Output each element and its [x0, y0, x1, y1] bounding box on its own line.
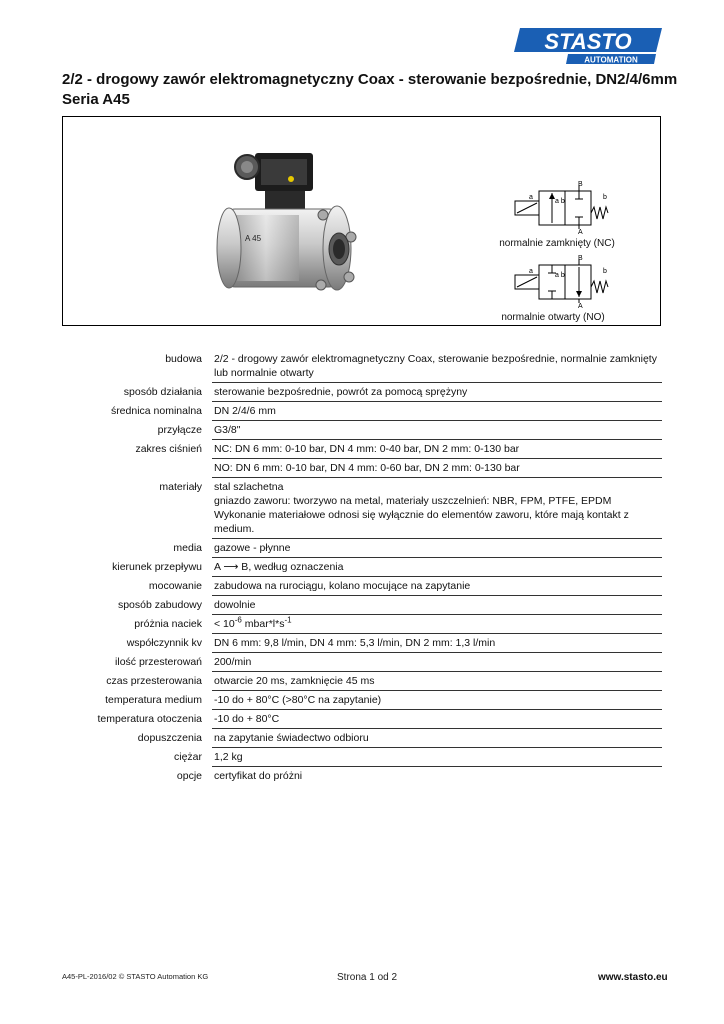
spec-value: 200/min [212, 653, 662, 672]
spec-value: 1,2 kg [212, 748, 662, 767]
spec-table [62, 350, 662, 785]
spec-row [62, 402, 662, 421]
nc-label-mid: a b [555, 198, 565, 205]
spec-label: przyłącze [157, 423, 202, 436]
spec-row [62, 478, 662, 539]
spec-row [62, 577, 662, 596]
no-label-mid: a b [555, 272, 565, 279]
spec-value: DN 2/4/6 mm [212, 402, 662, 421]
spec-value: G3/8" [212, 421, 662, 440]
spec-label: dopuszczenia [137, 731, 202, 744]
spec-value-line: stal szlachetna [214, 481, 284, 493]
spec-row [62, 710, 662, 729]
spec-value: zabudowa na rurociągu, kolano mocujące na zapytanie [212, 577, 662, 596]
page-title [62, 70, 682, 110]
spec-value: certyfikat do próżni [214, 770, 303, 782]
spec-value: sterowanie bezpośrednie, powrót za pomocą sprężyny [212, 383, 662, 402]
spec-label: budowa [165, 353, 202, 365]
spec-value-line: Wykonanie materiałowe odnosi się wyłącznie do elementów zaworu, które mają kontakt z medium. [214, 509, 629, 535]
spec-row [62, 383, 662, 402]
no-symbol [495, 253, 610, 309]
spec-label: materiały [159, 480, 202, 493]
spec-row [62, 558, 662, 577]
spec-row [62, 459, 662, 478]
spec-value-part: mbar*l*s [241, 618, 285, 630]
no-port-b: B [578, 255, 583, 262]
spec-row [62, 748, 662, 767]
spec-value-part: -6 [234, 615, 242, 625]
footer-doc-id: A45-PL-2016/02 © STASTO Automation KG [62, 972, 209, 981]
spec-label: media [173, 541, 202, 554]
nc-label-a: a [529, 194, 533, 201]
nc-caption: normalnie zamknięty (NC) [499, 238, 615, 249]
spec-value-part: < 10 [214, 618, 235, 630]
spec-value: -10 do + 80°C [212, 710, 662, 729]
spec-row [62, 653, 662, 672]
spec-value: 2/2 - drogowy zawór elektromagnetyczny Coax, sterowanie bezpośrednie, normalnie zamknięty lub normalnie otwarty [212, 350, 662, 383]
spec-value [212, 615, 662, 634]
spec-row [62, 767, 662, 786]
spec-row [62, 596, 662, 615]
spec-row [62, 729, 662, 748]
footer-page-number: Strona 1 od 2 [337, 972, 398, 983]
nc-symbol [495, 179, 610, 235]
spec-value: A ⟶ B, według oznaczenia [212, 558, 662, 577]
title-line-1: 2/2 - drogowy zawór elektromagnetyczny Coax - sterowanie bezpośrednie, DN2/4/6mm [62, 71, 678, 88]
spec-row [62, 350, 662, 383]
no-caption: normalnie otwarty (NO) [501, 312, 605, 323]
spec-value: gazowe - płynne [212, 539, 662, 558]
footer-website-link[interactable]: www.stasto.eu [598, 972, 668, 983]
valve-label: A 45 [245, 234, 262, 243]
spec-value [212, 478, 662, 539]
spec-row [62, 440, 662, 459]
spec-value: dowolnie [212, 596, 662, 615]
spec-label: mocowanie [148, 579, 202, 592]
spec-label: czas przesterowania [106, 674, 202, 687]
spec-label [62, 459, 212, 478]
no-port-a: A [578, 303, 583, 309]
stasto-logo [506, 26, 662, 66]
nc-port-a: A [578, 229, 583, 235]
spec-row [62, 672, 662, 691]
logo-brand: STASTO [544, 29, 632, 54]
title-line-2: Seria A45 [62, 91, 130, 108]
logo-sub: AUTOMATION [584, 55, 638, 65]
spec-label: ciężar [173, 750, 202, 763]
no-label-b: b [603, 268, 607, 275]
spec-value-part: -1 [284, 615, 292, 625]
spec-label: temperatura otoczenia [97, 712, 202, 725]
spec-row [62, 421, 662, 440]
spec-label: współczynnik kv [126, 636, 202, 649]
spec-row [62, 691, 662, 710]
spec-label: próżnia naciek [134, 617, 202, 630]
no-label-a: a [529, 268, 533, 275]
product-figure-box [62, 116, 661, 326]
valve-image [203, 145, 363, 311]
spec-value: NO: DN 6 mm: 0-10 bar, DN 4 mm: 0-60 bar, DN 2 mm: 0-130 bar [212, 459, 662, 478]
spec-label: sposób zabudowy [117, 598, 202, 611]
spec-value: NC: DN 6 mm: 0-10 bar, DN 4 mm: 0-40 bar, DN 2 mm: 0-130 bar [212, 440, 662, 459]
spec-label: opcje [176, 769, 202, 782]
spec-row [62, 539, 662, 558]
spec-value: -10 do + 80°C (>80°C na zapytanie) [212, 691, 662, 710]
spec-value-line: gniazdo zaworu: tworzywo na metal, materiały uszczelnień: NBR, FPM, PTFE, EPDM [214, 495, 612, 507]
spec-label: sposób działania [123, 385, 202, 398]
nc-label-b: b [603, 194, 607, 201]
spec-row [62, 634, 662, 653]
spec-value: DN 6 mm: 9,8 l/min, DN 4 mm: 5,3 l/min, DN 2 mm: 1,3 l/min [212, 634, 662, 653]
spec-value: otwarcie 20 ms, zamknięcie 45 ms [212, 672, 662, 691]
spec-label: zakres ciśnień [135, 442, 202, 455]
nc-port-b: B [578, 181, 583, 188]
spec-value: na zapytanie świadectwo odbioru [212, 729, 662, 748]
spec-label: temperatura medium [105, 693, 202, 706]
spec-label: ilość przesterowań [115, 655, 202, 668]
spec-label: kierunek przepływu [112, 560, 202, 573]
spec-label: średnica nominalna [110, 404, 202, 417]
spec-row [62, 615, 662, 634]
